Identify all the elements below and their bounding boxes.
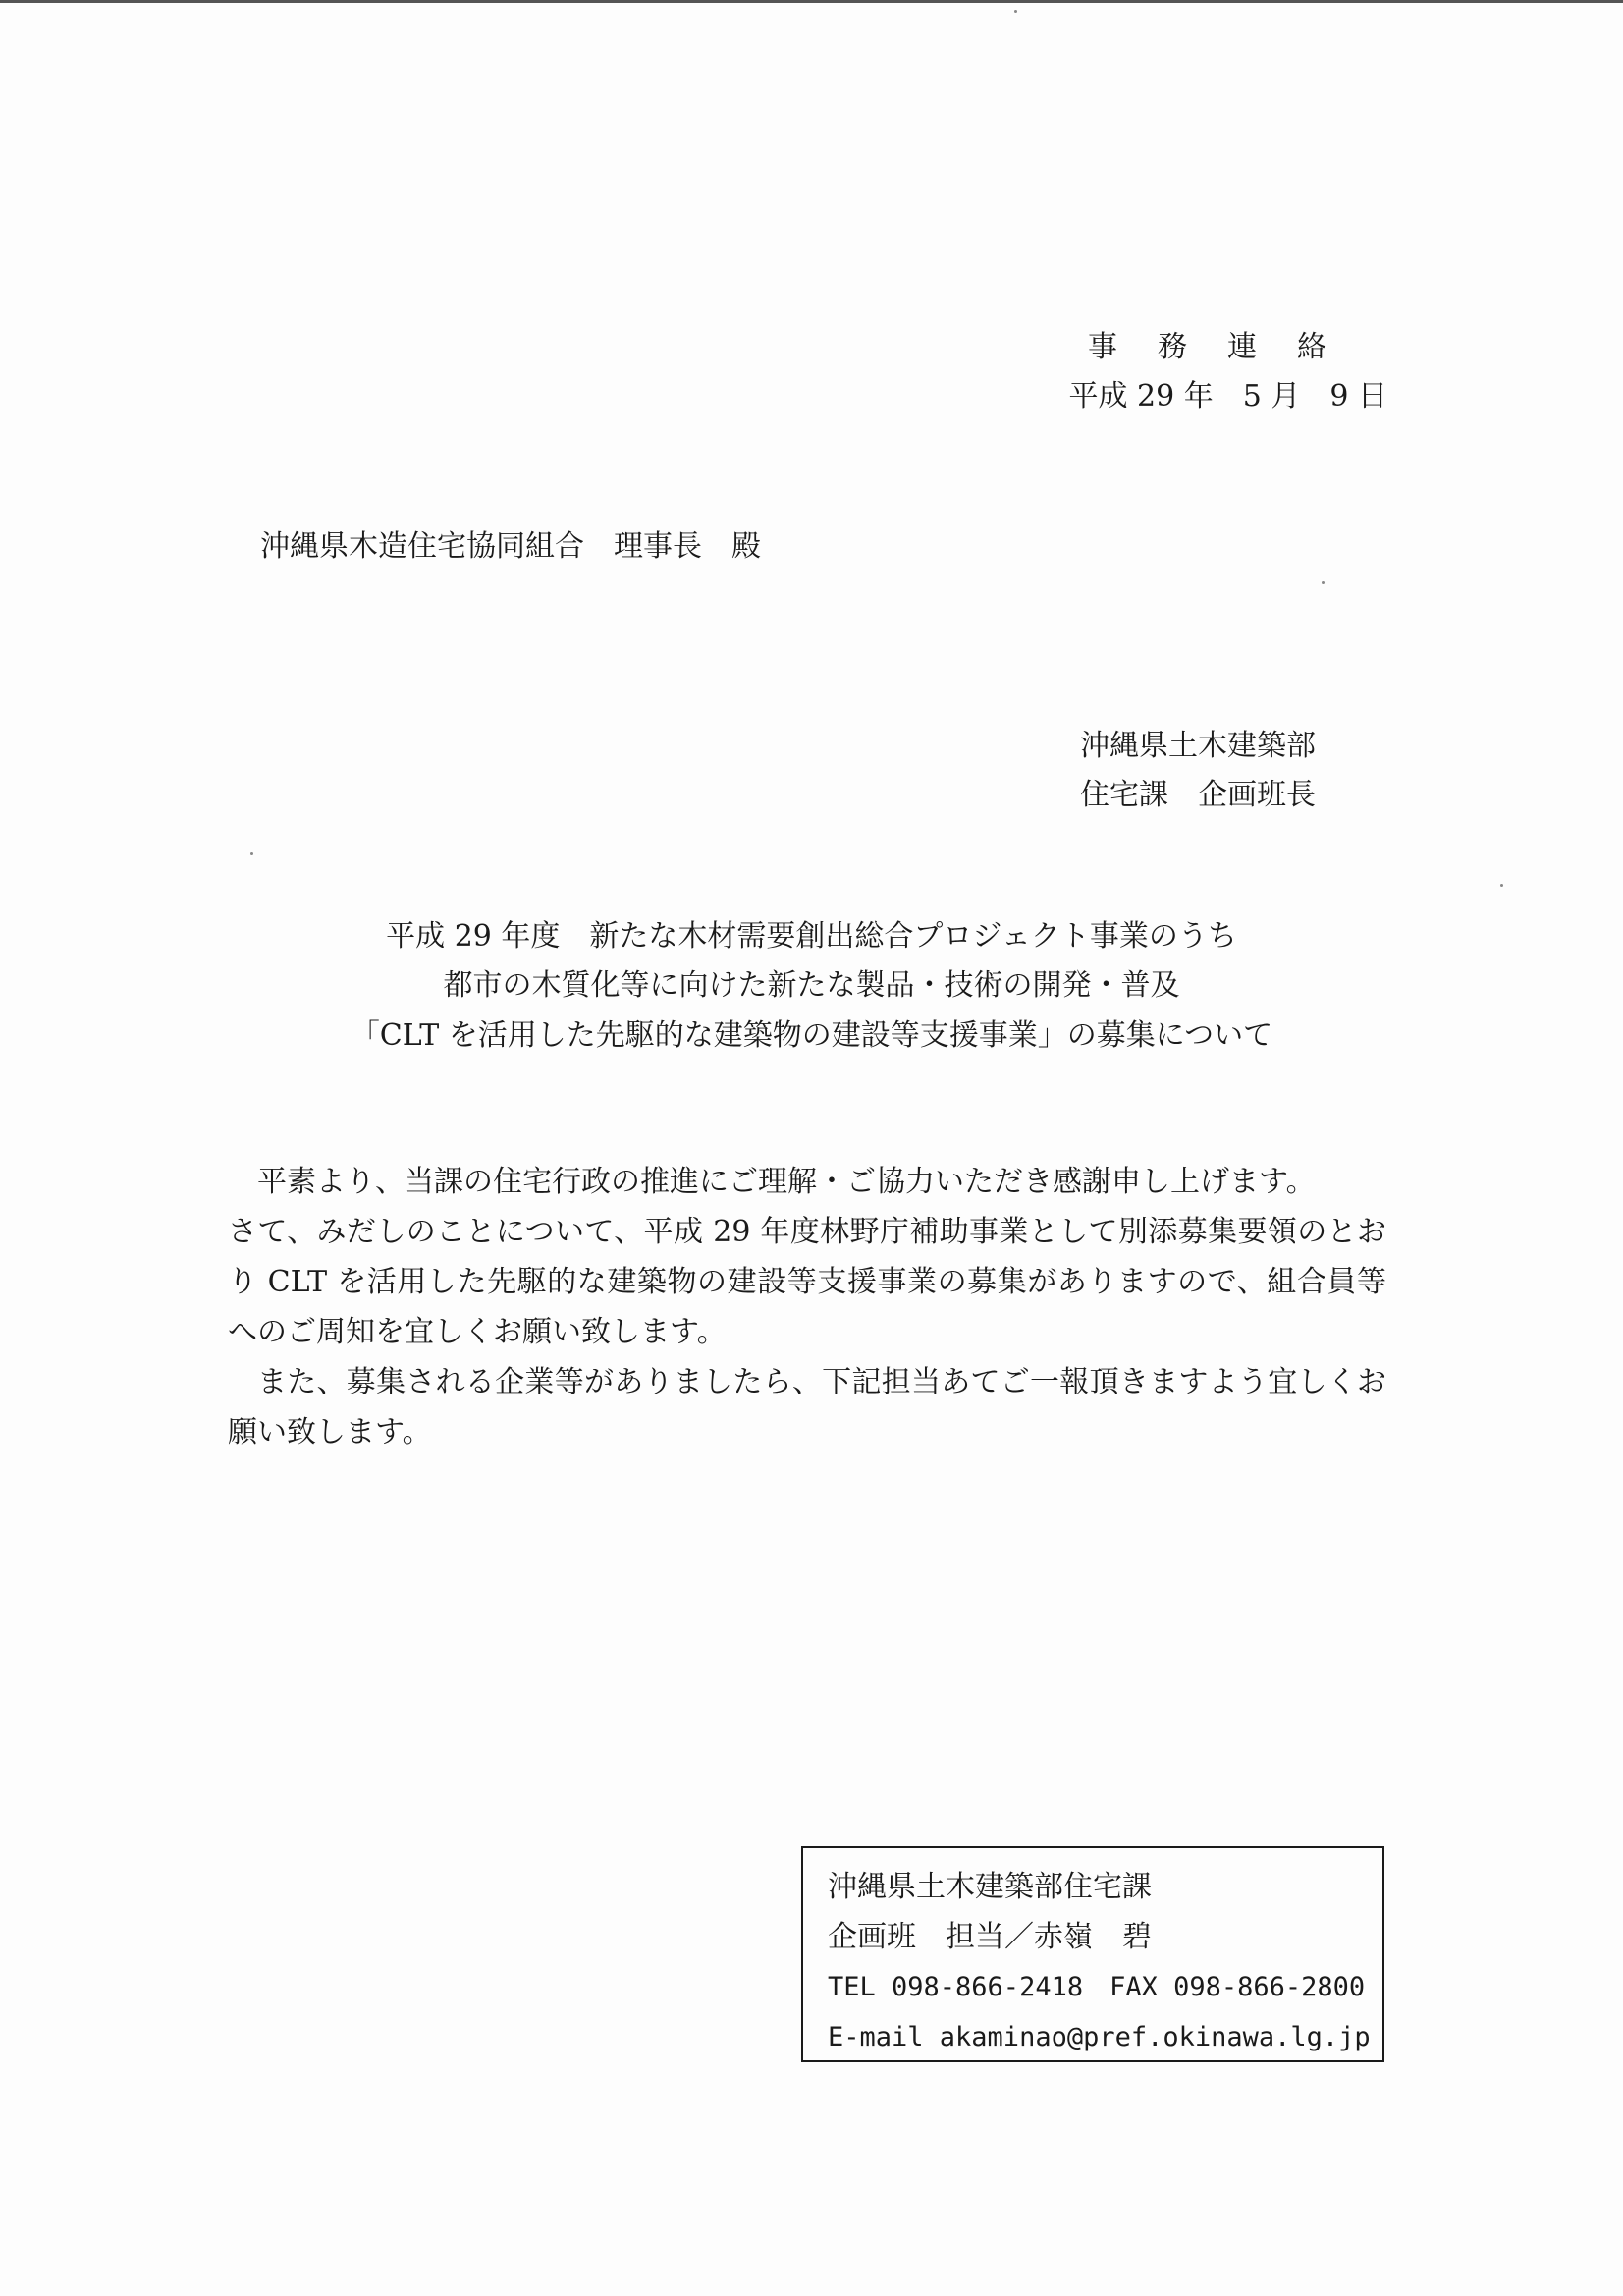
title-line-1: 平成 29 年度 新たな木材需要創出総合プロジェクト事業のうち — [386, 919, 1237, 954]
scan-speck — [250, 852, 253, 855]
scan-speck — [1014, 10, 1017, 13]
sender-department: 沖縄県土木建築部 — [1080, 729, 1316, 763]
contact-email: E-mail akaminao@pref.okinawa.lg.jp — [828, 2022, 1371, 2052]
title-line-3: 「CLT を活用した先駆的な建築物の建設等支援事業」の募集について — [350, 1018, 1273, 1053]
sender-section: 住宅課 企画班長 — [1080, 778, 1316, 812]
scan-speck — [1500, 884, 1503, 887]
body-paragraph-2: さて、みだしのことについて、平成 29 年度林野庁補助事業として別添募集要領のとおり CLT を活用した先駆的な建築物の建設等支援事業の募集がありますので、組合員等へのご周知を宜しくお願い致します。 — [228, 1215, 1386, 1349]
contact-person: 企画班 担当／赤嶺 碧 — [828, 1920, 1152, 1954]
document-date: 平成 29 年 5 月 9 日 — [1068, 379, 1387, 413]
scan-top-edge — [0, 0, 1623, 3]
contact-box — [801, 1846, 1384, 2062]
contact-office: 沖縄県土木建築部住宅課 — [828, 1870, 1152, 1904]
scan-speck — [1322, 581, 1325, 584]
title-line-2: 都市の木質化等に向けた新たな製品・技術の開発・普及 — [443, 968, 1180, 1003]
body-paragraph-3: また、募集される企業等がありましたら、下記担当あてご一報頂きますよう宜しくお願い致します。 — [228, 1365, 1386, 1449]
body-paragraph-1: 平素より、当課の住宅行政の推進にご理解・ご協力いただき感謝申し上げます。 — [257, 1165, 1316, 1199]
body-text — [228, 1157, 1386, 1457]
recipient: 沖縄県木造住宅協同組合 理事長 殿 — [260, 529, 761, 564]
contact-phone-fax: TEL 098-866-2418 FAX 098-866-2800 — [828, 1972, 1366, 2002]
notice-type: 事務連絡 — [1088, 330, 1367, 364]
